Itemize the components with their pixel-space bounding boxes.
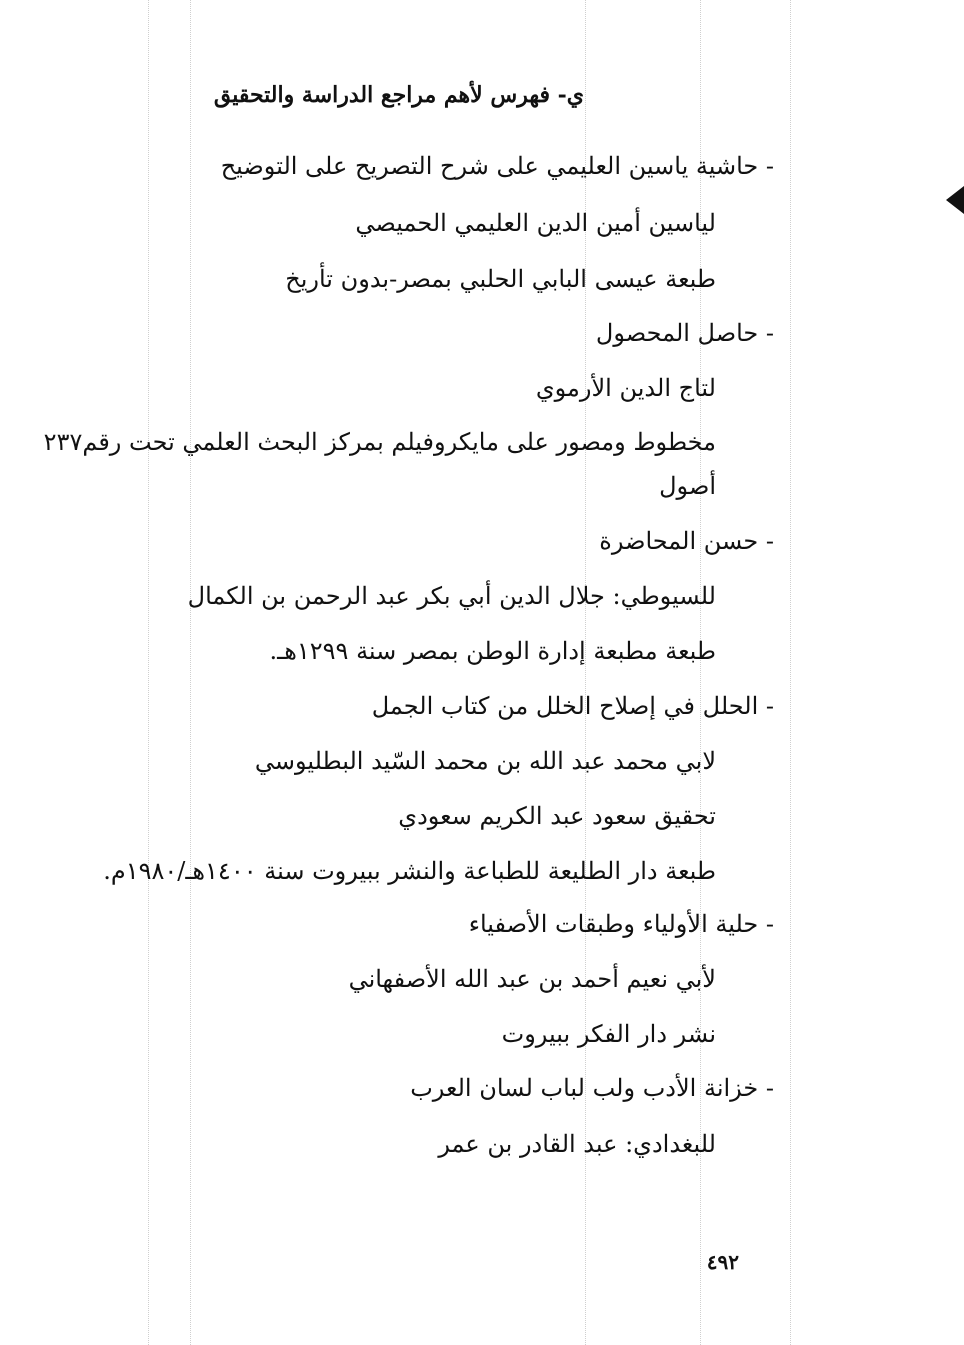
reference-detail: تحقيق سعود عبد الكريم سعودي — [398, 802, 716, 830]
reference-detail: للبغدادي: عبد القادر بن عمر — [438, 1130, 716, 1158]
reference-title: - حاشية ياسين العليمي على شرح التصريح على التوضيح — [220, 152, 774, 180]
reference-detail: مخطوط ومصور على مايكروفيلم بمركز البحث العلمي تحت رقم٢٣٧ — [43, 428, 716, 456]
scan-guide-line — [148, 0, 149, 1345]
reference-detail: لياسين أمين الدين العليمي الحميصي — [355, 209, 716, 237]
scan-mark-icon — [946, 186, 964, 214]
reference-detail: للسيوطي: جلال الدين أبي بكر عبد الرحمن بن الكمال — [187, 582, 716, 610]
page-number: ٤٩٢ — [706, 1250, 739, 1274]
reference-detail: طبعة مطبعة إدارة الوطن بمصر سنة ١٢٩٩هـ. — [269, 637, 716, 665]
reference-title: - حسن المحاضرة — [599, 527, 774, 555]
reference-detail: طبعة دار الطليعة للطباعة والنشر ببيروت سنة ١٤٠٠هـ/١٩٨٠م. — [103, 857, 716, 885]
reference-title: - خزانة الأدب ولب لباب لسان العرب — [410, 1074, 774, 1102]
reference-detail: أصول — [659, 472, 716, 500]
reference-title: - حاصل المحصول — [595, 319, 774, 347]
scan-guide-line — [790, 0, 791, 1345]
reference-detail: طبعة عيسى البابي الحلبي بمصر-بدون تأريخ — [285, 265, 716, 293]
page-heading: ي- فهرس لأهم مراجع الدراسة والتحقيق — [213, 82, 584, 108]
reference-title: - الحلل في إصلاح الخلل من كتاب الجمل — [371, 692, 774, 720]
reference-detail: لتاج الدين الأرموي — [535, 374, 716, 402]
scan-guide-line — [190, 0, 191, 1345]
reference-title: - حلية الأولياء وطبقات الأصفياء — [468, 910, 774, 938]
reference-detail: لابي محمد عبد الله بن محمد السّيد البطليوسي — [254, 747, 716, 775]
reference-detail: لأبي نعيم أحمد بن عبد الله الأصفهاني — [348, 965, 716, 993]
reference-detail: نشر دار الفكر ببيروت — [501, 1020, 716, 1048]
